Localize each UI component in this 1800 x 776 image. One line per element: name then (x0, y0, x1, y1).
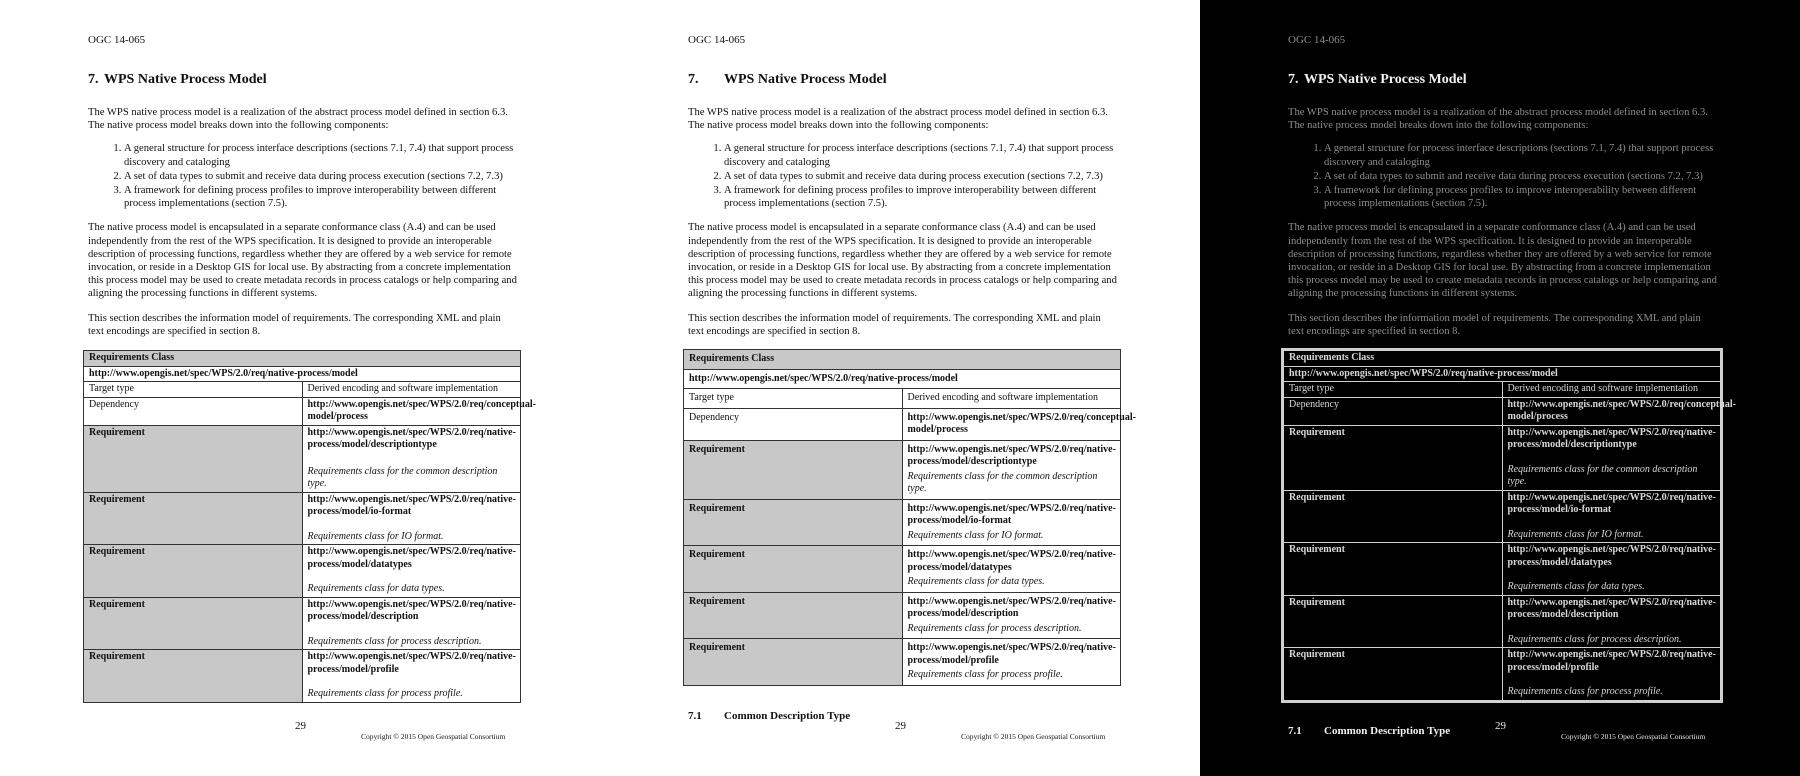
subsection-title: Common Description Type (724, 709, 851, 722)
requirement-uri: http://www.opengis.net/spec/WPS/2.0/req/native-process/model/descriptiontype (1507, 426, 1716, 451)
page-panel-rendered (600, 0, 1200, 776)
requirement-uri: http://www.opengis.net/spec/WPS/2.0/req/native-process/model/io-format (907, 502, 1116, 527)
table-row (684, 389, 1121, 409)
table-row (84, 597, 521, 650)
requirements-table (83, 350, 536, 703)
dependency-label: Dependency (84, 397, 303, 425)
table-row (1284, 425, 1721, 490)
table-uri: http://www.opengis.net/spec/WPS/2.0/req/native-process/model (84, 366, 521, 382)
requirement-uri: http://www.opengis.net/spec/WPS/2.0/req/native-process/model/io-format (1507, 491, 1716, 516)
list-item: 1. A general structure for process interface descriptions (sections 7.1, 7.4) that support process discovery and cataloging (1324, 142, 1718, 168)
table-row (1284, 543, 1721, 596)
requirement-desc: Requirements class for process description. (907, 622, 1082, 634)
requirements-table (1283, 350, 1736, 701)
paragraph-conformance: The native process model is encapsulated in a separate conformance class (A.4) and can be used independently from the rest of the WPS specification. It is designed to provide an interoperable description of processing functions, regardless whether they are offered by a web service for remote invocation, or reside in a Desktop GIS for local use. By abstracting from a concrete implementation this process model may be used to create metadata records in process catalogs or help comparing and aligning the processing functions in different systems. (88, 222, 517, 300)
section-number: 7. (1288, 72, 1299, 87)
requirement-uri: http://www.opengis.net/spec/WPS/2.0/req/native-process/model/profile (307, 651, 516, 675)
requirement-uri: http://www.opengis.net/spec/WPS/2.0/req/native-process/model/descriptiontype (907, 443, 1116, 468)
target-label: Target type (84, 382, 303, 398)
intro-paragraph: The WPS native process model is a realization of the abstract process model defined in section 6.3. The native process model breaks down into the following components: (88, 107, 508, 132)
list-item: 3. A framework for defining process profiles to improve interoperability between different process implementations (section 7.5). (724, 184, 1118, 210)
requirement-label: Requirement (1284, 425, 1503, 490)
target-label: Target type (684, 389, 903, 409)
list-item: 2. A set of data types to submit and receive data during process execution (sections 7.2, 7.3) (724, 170, 1118, 183)
list-item: 1. A general structure for process interface descriptions (sections 7.1, 7.4) that support process discovery and cataloging (124, 142, 518, 168)
table-row (84, 382, 521, 398)
table-row (684, 499, 1121, 546)
dependency-label: Dependency (1284, 397, 1503, 425)
requirement-desc: Requirements class for process description. (1507, 633, 1682, 645)
requirement-desc: Requirements class for process profile. (307, 688, 463, 700)
requirement-uri: http://www.opengis.net/spec/WPS/2.0/req/native-process/model/description (1507, 596, 1716, 621)
component-list (1288, 142, 1718, 210)
dependency-value: http://www.opengis.net/spec/WPS/2.0/req/conceptual-model/process (1502, 397, 1721, 425)
paragraph-info-model: This section describes the information model of requirements. The corresponding XML and plain text encodings are specified in section 8. (688, 312, 1101, 337)
requirement-label: Requirement (84, 425, 303, 492)
table-header: Requirements Class (84, 351, 521, 367)
copyright: Copyright © 2015 Open Geospatial Consortium (961, 732, 1106, 741)
table-row (684, 592, 1121, 639)
requirement-label: Requirement (684, 440, 903, 499)
doc-id: OGC 14-065 (88, 34, 146, 46)
doc-id: OGC 14-065 (688, 34, 746, 46)
requirement-desc: Requirements class for IO format. (307, 530, 444, 542)
table-uri: http://www.opengis.net/spec/WPS/2.0/req/native-process/model (1284, 366, 1721, 382)
table-header: Requirements Class (1284, 351, 1721, 367)
requirement-uri: http://www.opengis.net/spec/WPS/2.0/req/native-process/model/descriptiontype (307, 426, 516, 451)
dependency-value: http://www.opengis.net/spec/WPS/2.0/req/conceptual-model/process (902, 408, 1121, 440)
requirement-uri: http://www.opengis.net/spec/WPS/2.0/req/native-process/model/datatypes (307, 546, 516, 570)
document-page (1288, 34, 1736, 737)
section-number: 7. (88, 72, 99, 87)
table-row (684, 639, 1121, 686)
requirement-desc: Requirements class for process profile. (1507, 686, 1663, 698)
list-item: 2. A set of data types to submit and receive data during process execution (sections 7.2, 7.3) (124, 170, 518, 183)
target-label: Target type (1284, 382, 1503, 398)
dependency-label: Dependency (684, 408, 903, 440)
requirement-uri: http://www.opengis.net/spec/WPS/2.0/req/native-process/model/datatypes (1507, 544, 1716, 568)
copyright: Copyright © 2015 Open Geospatial Consortium (1561, 732, 1706, 741)
requirement-label: Requirement (84, 650, 303, 703)
requirement-desc: Requirements class for data types. (307, 583, 445, 595)
target-value: Derived encoding and software implementation (1502, 382, 1721, 398)
section-heading (1288, 72, 1718, 90)
subsection-title: Common Description Type (1324, 724, 1451, 737)
dependency-value: http://www.opengis.net/spec/WPS/2.0/req/conceptual-model/process (302, 397, 521, 425)
subsection-number: 7.1 (1288, 724, 1302, 737)
target-value: Derived encoding and software implementation (302, 382, 521, 398)
requirement-desc: Requirements class for process profile. (907, 669, 1063, 681)
section-heading (88, 72, 518, 90)
requirement-label: Requirement (84, 492, 303, 545)
table-row (1284, 595, 1721, 648)
requirement-desc: Requirements class for IO format. (907, 529, 1044, 541)
doc-id: OGC 14-065 (1288, 34, 1346, 46)
requirement-desc: Requirements class for process description. (307, 635, 482, 647)
requirement-desc: Requirements class for the common description type. (1507, 463, 1698, 488)
table-row (684, 546, 1121, 593)
paragraph-conformance: The native process model is encapsulated in a separate conformance class (A.4) and can be used independently from the rest of the WPS specification. It is designed to provide an interoperable description of processing functions, regardless whether they are offered by a web service for remote invocation, or reside in a Desktop GIS for local use. By abstracting from a concrete implementation this process model may be used to create metadata records in process catalogs or help comparing and aligning the processing functions in different systems. (688, 222, 1117, 300)
requirement-desc: Requirements class for IO format. (1507, 528, 1644, 540)
copyright: Copyright © 2015 Open Geospatial Consortium (361, 732, 506, 741)
section-heading (688, 72, 1118, 90)
table-row (1284, 648, 1721, 701)
table-row (1284, 397, 1721, 425)
list-item: 1. A general structure for process interface descriptions (sections 7.1, 7.4) that support process discovery and cataloging (724, 142, 1118, 168)
table-row (684, 408, 1121, 440)
section-title: WPS Native Process Model (724, 72, 887, 87)
requirement-uri: http://www.opengis.net/spec/WPS/2.0/req/native-process/model/profile (907, 642, 1116, 666)
requirement-uri: http://www.opengis.net/spec/WPS/2.0/req/native-process/model/datatypes (907, 549, 1116, 573)
requirement-label: Requirement (684, 592, 903, 639)
section-number: 7. (688, 72, 699, 87)
document-page (88, 34, 536, 703)
requirement-label: Requirement (1284, 595, 1503, 648)
paragraph-info-model: This section describes the information model of requirements. The corresponding XML and plain text encodings are specified in section 8. (1288, 312, 1701, 337)
table-row (1284, 382, 1721, 398)
requirement-label: Requirement (684, 639, 903, 686)
table-row (684, 440, 1121, 499)
table-header: Requirements Class (684, 350, 1121, 370)
intro-paragraph: The WPS native process model is a realization of the abstract process model defined in section 6.3. The native process model breaks down into the following components: (688, 107, 1108, 132)
requirement-label: Requirement (684, 499, 903, 546)
table-row (84, 397, 521, 425)
list-item: 3. A framework for defining process profiles to improve interoperability between different process implementations (section 7.5). (124, 184, 518, 210)
page-panel-overlay (1200, 0, 1800, 776)
subsection-number: 7.1 (688, 709, 702, 722)
component-list (688, 142, 1118, 210)
requirement-label: Requirement (84, 597, 303, 650)
requirement-desc: Requirements class for the common description type. (307, 465, 498, 490)
page-number: 29 (295, 720, 306, 732)
paragraph-info-model: This section describes the information model of requirements. The corresponding XML and plain text encodings are specified in section 8. (88, 312, 501, 337)
section-title: WPS Native Process Model (104, 72, 267, 87)
table-row (84, 545, 521, 598)
requirement-desc: Requirements class for data types. (907, 576, 1045, 588)
table-row (84, 650, 521, 703)
requirement-uri: http://www.opengis.net/spec/WPS/2.0/req/native-process/model/profile (1507, 649, 1716, 673)
requirement-desc: Requirements class for data types. (1507, 581, 1645, 593)
table-uri: http://www.opengis.net/spec/WPS/2.0/req/native-process/model (684, 369, 1121, 389)
section-title: WPS Native Process Model (1304, 72, 1467, 87)
requirements-table (683, 349, 1136, 686)
table-row (84, 492, 521, 545)
requirement-label: Requirement (84, 545, 303, 598)
page-panel-original (0, 0, 600, 776)
page-number: 29 (1495, 720, 1506, 732)
component-list (88, 142, 518, 210)
requirement-label: Requirement (684, 546, 903, 593)
requirement-label: Requirement (1284, 543, 1503, 596)
paragraph-conformance: The native process model is encapsulated in a separate conformance class (A.4) and can be used independently from the rest of the WPS specification. It is designed to provide an interoperable description of processing functions, regardless whether they are offered by a web service for remote invocation, or reside in a Desktop GIS for local use. By abstracting from a concrete implementation this process model may be used to create metadata records in process catalogs or help comparing and aligning the processing functions in different systems. (1288, 222, 1717, 300)
table-row (84, 425, 521, 492)
requirement-desc: Requirements class for the common description type. (907, 470, 1098, 495)
requirement-label: Requirement (1284, 490, 1503, 543)
intro-paragraph: The WPS native process model is a realization of the abstract process model defined in section 6.3. The native process model breaks down into the following components: (1288, 107, 1708, 132)
requirement-uri: http://www.opengis.net/spec/WPS/2.0/req/native-process/model/io-format (307, 493, 516, 518)
requirement-uri: http://www.opengis.net/spec/WPS/2.0/req/native-process/model/description (307, 598, 516, 623)
requirement-uri: http://www.opengis.net/spec/WPS/2.0/req/native-process/model/description (907, 595, 1116, 620)
page-number: 29 (895, 720, 906, 732)
list-item: 2. A set of data types to submit and receive data during process execution (sections 7.2, 7.3) (1324, 170, 1718, 183)
requirement-label: Requirement (1284, 648, 1503, 701)
table-row (1284, 490, 1721, 543)
list-item: 3. A framework for defining process profiles to improve interoperability between different process implementations (section 7.5). (1324, 184, 1718, 210)
document-page (688, 34, 1136, 722)
target-value: Derived encoding and software implementation (902, 389, 1121, 409)
